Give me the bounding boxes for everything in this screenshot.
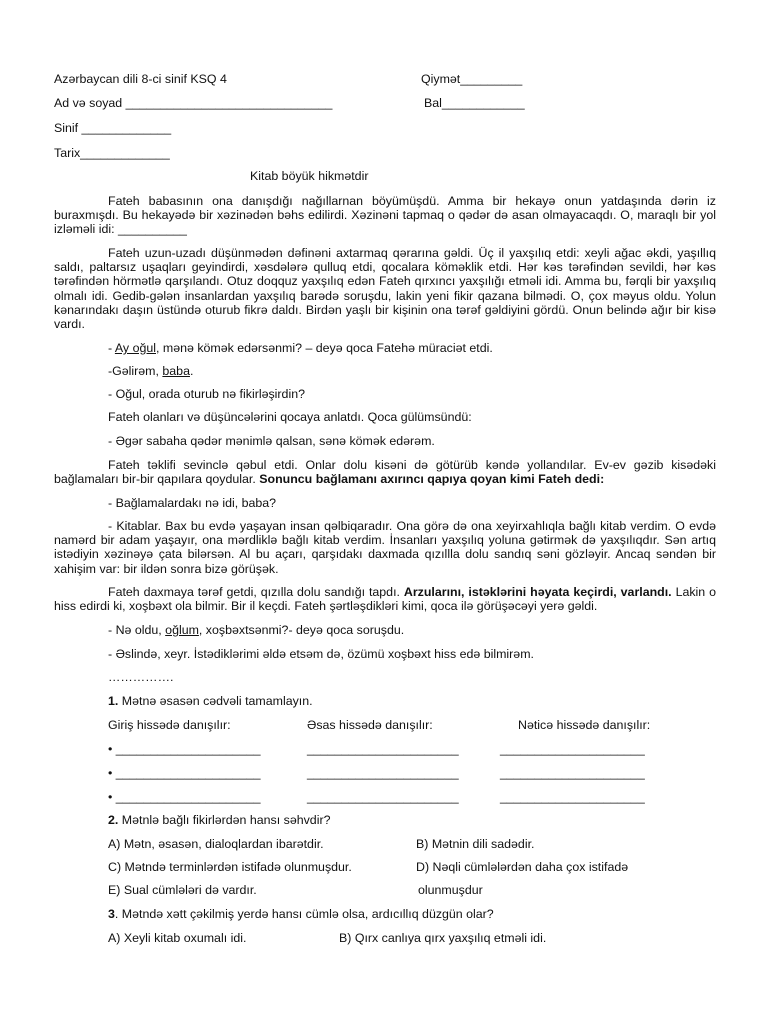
dialogue-line-6: - Nə oldu, oğlum, xoşbəxtsənmi?- deyə qoca soruşdu. xyxy=(108,623,405,637)
dialogue-line-5: - Bağlamalardakı nə idi, baba? xyxy=(108,496,277,510)
story-paragraph-5: Fateh daxmaya tərəf getdi, qızılla dolu sandığı tapdı. Arzularını, istəklərini həyata keçirdi, varlandı. Lakin o hiss edirdi ki, xoşbəxt ola bilmir. Bir il keçdi. Fateh şərtləşdikləri kimi, qoca ilə görüşəcəyi yerə gəldi. xyxy=(54,585,716,614)
option-2b[interactable]: B) Mətnin dili sadədir. xyxy=(416,837,535,851)
dialogue-line-1: - Ay oğul, mənə kömək edərsənmi? – deyə qoca Fatehə müraciət etdi. xyxy=(108,341,493,355)
story-paragraph-4 xyxy=(54,519,716,576)
paragraph-text: Fateh uzun-uzadı düşünmədən dəfinəni axtarmaq qərarına gəldi. Üç il yaxşılıq etdi: xeyli ağac əkdi, yaşıllıq saldı, paltarsız uşaqları geyindirdi, xəsdələrə qulluq etdi, qocalara köməklik etdi. Hər kəs tərəfindən sevildi, hər kəs tərəfindən hörmətlə qarşılandı. Otuz doqquz yaxşılıq edən Fateh qırxıncı yaxşılığı etməli idi. Amma bu, fərqli bir yaxşılıq olmalı idi. Gedib-gələn insanlardan yaxşılıq barədə soruşdu, lakin yeni fikir qazana bilmədi. O, çox məyus oldu. Yolun kənarındakı daşın üstündə oturub fikrə daldı. Birdən yaşlı bir kişinin ona tərəf gəldiyini gördü. Onun belində ağır bir kisə vardı. xyxy=(54,246,716,332)
story-paragraph-3: Fateh təklifi sevinclə qəbul etdi. Onlar dolu kisəni də götürüb kəndə yollandılar. Ev-ev gəzib kisədəki bağlamaları bir-bir qapılara qoydular. Sonuncu bağlamanı axırıncı qapıya qoyan kimi Fateh dedi: xyxy=(54,458,716,487)
option-3a[interactable]: A) Xeyli kitab oxumalı idi. xyxy=(108,931,247,945)
question-2: 2. Mətnlə bağlı fikirlərdən hansı səhvdir? xyxy=(108,813,331,827)
bold-sentence: Arzularını, istəklərini həyata keçirdi, varlandı. xyxy=(403,585,672,599)
date-field: Tarix_____________ xyxy=(54,146,170,160)
dialogue-line-4: - Əgər sabaha qədər mənimlə qalsan, sənə kömək edərəm. xyxy=(108,434,435,448)
paragraph-text: Fateh babasının ona danışdığı nağıllarnan böyümüşdü. Amma bir hekayə onun yatdaşında dərin iz buraxmışdı. Bu hekayədə bir xəzinədən bəhs edilirdi. Xəzinəni tapmaq o qədər də asan olmayacaqdı. O, maraqlı bir yol izləməli idi: __________ xyxy=(54,194,716,237)
answer-blank-conclusion-1[interactable]: _____________________ xyxy=(500,742,645,756)
option-2d-continuation: olunmuşdur xyxy=(418,883,483,897)
name-field: Ad və soyad ______________________________ xyxy=(54,96,333,110)
option-2a[interactable]: A) Mətn, əsasən, dialoqlardan ibarətdir. xyxy=(108,837,324,851)
story-title: Kitab böyük hikmətdir xyxy=(250,169,369,183)
answer-blank-conclusion-2[interactable]: _____________________ xyxy=(500,766,645,780)
answer-blank-intro-1[interactable]: • _____________________ xyxy=(108,742,261,756)
answer-blank-main-3[interactable]: ______________________ xyxy=(307,790,459,804)
answer-blank-intro-2[interactable]: • _____________________ xyxy=(108,766,261,780)
ellipsis-dots: ……………. xyxy=(108,670,174,684)
dialogue-line-2: -Gəlirəm, baba. xyxy=(108,364,194,378)
table-header-conclusion: Nəticə hissədə danışılır: xyxy=(518,718,651,732)
paragraph-text: - Kitablar. Bax bu evdə yaşayan insan qəlbiqaradır. Ona görə də ona xeyirxahlıqla bağlı kitab verdim. O evdə namərd bir adam yaşayır, ona mərdliklə bağlı kitab verdim. İnsanları yaxşılıq yoluna gətirmək də yaxşılıqdır. Sən artıq istədiyin xəzinəyə çata bilərsən. Al bu açarı, qarşıdakı daxmada qızıllla dolu sandıq səni gözləyir. Ancaq səndən bir xahişim var: bir ildən sonra bizə görüşək. xyxy=(54,519,716,576)
dialogue-line-7: - Əslində, xeyr. İstədiklərimi əldə etsəm də, özümü xoşbəxt hiss edə bilmirəm. xyxy=(108,647,534,661)
table-header-intro: Giriş hissədə danışılır: xyxy=(108,718,231,732)
table-header-main: Əsas hissədə danışılır: xyxy=(307,718,433,732)
worksheet-title: Azərbaycan dili 8-ci sinif KSQ 4 xyxy=(54,72,227,86)
grade-field: Qiymət_________ xyxy=(421,72,523,86)
option-3b[interactable]: B) Qırx canlıya qırx yaxşılıq etməli idi. xyxy=(339,931,547,945)
question-3: 3. Mətndə xətt çəkilmiş yerdə hansı cümlə olsa, ardıcıllıq düzgün olar? xyxy=(108,907,494,921)
option-2e[interactable]: E) Sual cümlələri də vardır. xyxy=(108,883,257,897)
option-2c[interactable]: C) Mətndə terminlərdən istifadə olunmuşdur. xyxy=(108,860,352,874)
underlined-word: Ay oğul xyxy=(114,341,156,355)
class-field: Sinif _____________ xyxy=(54,121,172,135)
narration-line: Fateh olanları və düşüncələrini qocaya anlatdı. Qoca gülümsündü: xyxy=(108,410,472,424)
option-2d[interactable]: D) Nəqli cümlələrdən daha çox istifadə xyxy=(416,860,629,874)
story-paragraph-2 xyxy=(54,246,716,331)
story-paragraph-1 xyxy=(54,194,716,237)
answer-blank-main-1[interactable]: ______________________ xyxy=(307,742,459,756)
bold-sentence: Sonuncu bağlamanı axırıncı qapıya qoyan kimi Fateh dedi: xyxy=(259,472,605,487)
answer-blank-main-2[interactable]: ______________________ xyxy=(307,766,459,780)
points-field: Bal____________ xyxy=(424,96,525,110)
answer-blank-intro-3[interactable]: • _____________________ xyxy=(108,790,261,804)
underlined-word: baba xyxy=(162,364,190,378)
question-1: 1. Mətnə əsasən cədvəli tamamlayın. xyxy=(108,694,313,708)
answer-blank-conclusion-3[interactable]: _____________________ xyxy=(500,790,645,804)
dialogue-line-3: - Oğul, orada oturub nə fikirləşirdin? xyxy=(108,387,305,401)
underlined-word: oğlum xyxy=(165,623,199,637)
